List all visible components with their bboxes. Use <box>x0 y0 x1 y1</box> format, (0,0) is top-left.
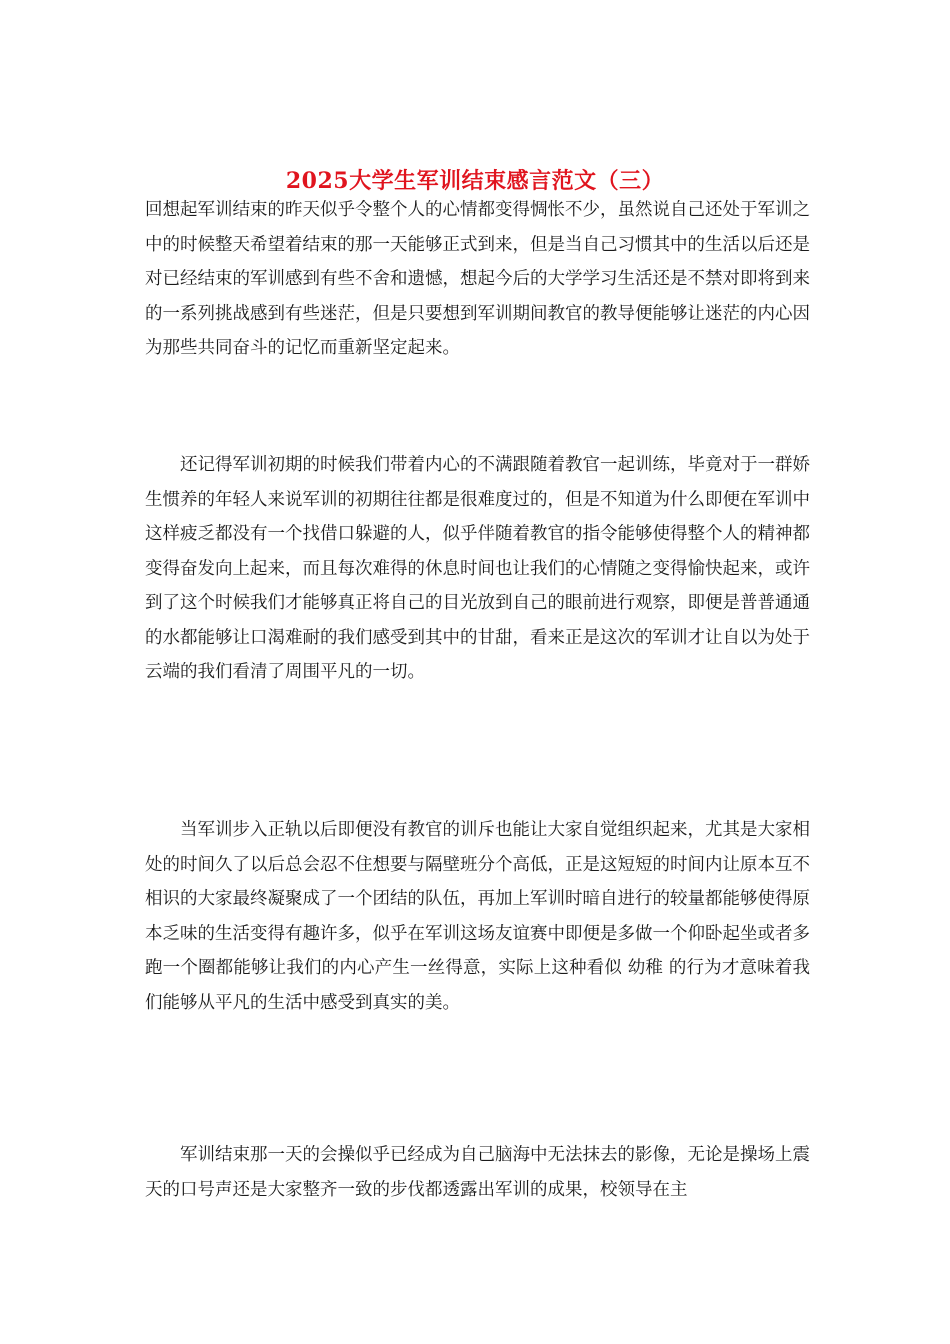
paragraph-1: 回想起军训结束的昨天似乎令整个人的心情都变得惆怅不少，虽然说自己还处于军训之中的时候整天希望着结束的那一天能够正式到来，但是当自己习惯其中的生活以后还是对已经结束的军训感到有些不舍和遗憾，想起今后的大学学习生活还是不禁对即将到来的一系列挑战感到有些迷茫，但是只要想到军训期间教官的教导便能够让迷茫的内心因为那些共同奋斗的记忆而重新坚定起来。 <box>145 200 810 358</box>
paragraph-4: 军训结束那一天的会操似乎已经成为自己脑海中无法抹去的影像，无论是操场上震天的口号声还是大家整齐一致的步伐都透露出军训的成果，校领导在主 <box>145 1145 810 1200</box>
paragraph-3: 当军训步入正轨以后即便没有教官的训斥也能让大家自觉组织起来，尤其是大家相处的时间久了以后总会忍不住想要与隔壁班分个高低，正是这短短的时间内让原本互不相识的大家最终凝聚成了一个团结的队伍，再加上军训时暗自进行的较量都能够使得原本乏味的生活变得有趣许多，似乎在军训这场友谊赛中即便是多做一个仰卧起坐或者多跑一个圈都能够让我们的内心产生一丝得意，实际上这种看似 幼稚 的行为才意味着我们能够从平凡的生活中感受到真实的美。 <box>145 820 810 1013</box>
paragraph-2: 还记得军训初期的时候我们带着内心的不满跟随着教官一起训练，毕竟对于一群娇生惯养的年轻人来说军训的初期往往都是很难度过的，但是不知道为什么即便在军训中这样疲乏都没有一个找借口躲避的人，似乎伴随着教官的指令能够使得整个人的精神都变得奋发向上起来，而且每次难得的休息时间也让我们的心情随之变得愉快起来，或许到了这个时候我们才能够真正将自己的目光放到自己的眼前进行观察，即便是普普通通的水都能够让口渴难耐的我们感受到其中的甘甜，看来正是这次的军训才让自以为处于云端的我们看清了周围平凡的一切。 <box>145 455 810 682</box>
document-title: 2025大学生军训结束感言范文（三） <box>285 167 665 194</box>
